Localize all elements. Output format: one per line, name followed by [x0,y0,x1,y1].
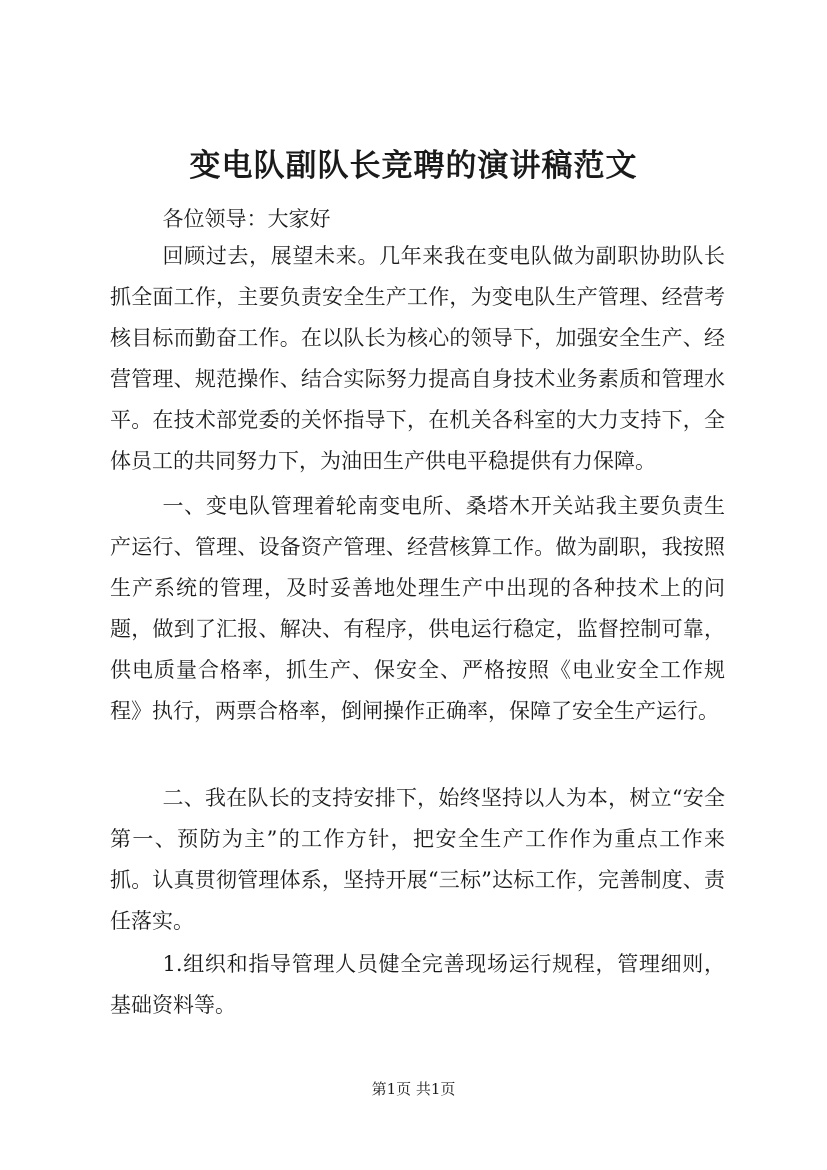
salutation: 各位领导：大家好 [162,207,331,231]
paragraph-4: 1.组织和指导管理人员健全完善现场运行规程，管理细则，基础资料等。 [110,952,725,1017]
page-footer: 第1页 共1页 [371,1080,456,1098]
document-title: 变电队副队长竞聘的演讲稿范文 [189,148,638,184]
paragraph-2: 一、变电队管理着轮南变电所、桑塔木开关站我主要负责生产运行、管理、设备资产管理、经营核算工作。做为副职，我按照生产系统的管理，及时妥善地处理生产中出现的各种技术上的问题，做到了汇报、解决、有程序，供电运行稳定，监督控制可靠，供电质量合格率，抓生产、保安全、严格按照《电业安全工作规程》执行，两票合格率，倒闸操作正确率，保障了安全生产运行。 [110,494,725,723]
paragraph-1: 回顾过去，展望未来。几年来我在变电队做为副职协助队长抓全面工作，主要负责安全生产工作，为变电队生产管理、经营考核目标而勤奋工作。在以队长为核心的领导下，加强安全生产、经营管理、规范操作、结合实际努力提高自身技术业务素质和管理水平。在技术部党委的关怀指导下，在机关各科室的大力支持下，全体员工的共同努力下，为油田生产供电平稳提供有力保障。 [110,244,725,473]
paragraph-3: 二、我在队长的支持安排下，始终坚持以人为本，树立“安全第一、预防为主”的工作方针，把安全生产工作作为重点工作来抓。认真贯彻管理体系，坚持开展“三标”达标工作，完善制度、责任落实。 [110,786,725,933]
